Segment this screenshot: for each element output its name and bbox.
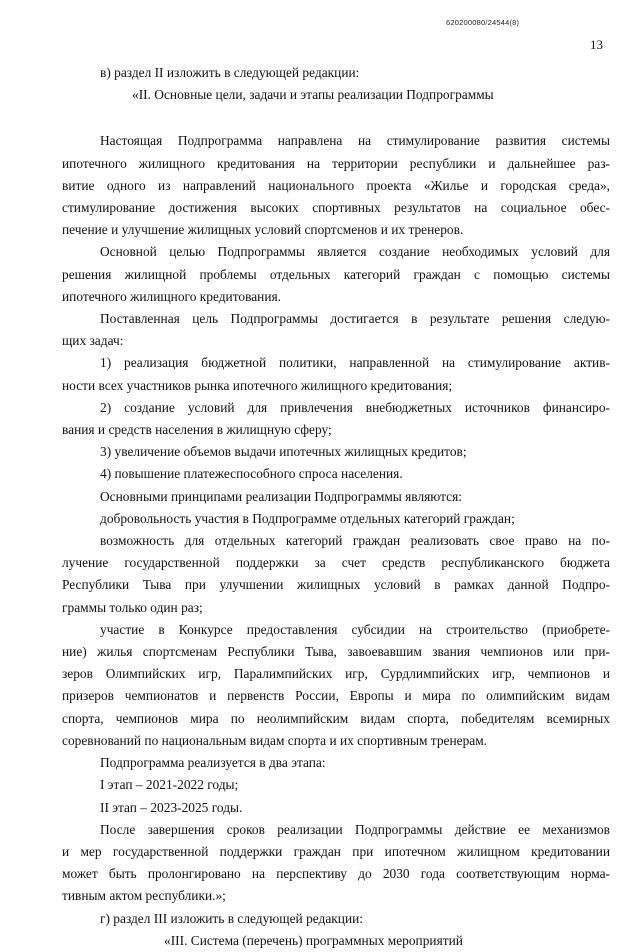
paragraph-line: зеров Олимпийских игр, Паралимпийских игр, Сурдлимпийских игр, чемпионов и bbox=[62, 666, 610, 682]
paragraph-line: и мер государственной поддержки граждан при ипотечном жилищном кредитовании bbox=[62, 843, 610, 859]
paragraph-line: витие одного из направлений национального проекта «Жилье и городская среда», bbox=[62, 177, 610, 193]
list-item: вания и средств населения в жилищную сферу; bbox=[62, 422, 332, 438]
paragraph-line: Поставленная цель Подпрограммы достигается в результате решения следую- bbox=[100, 311, 610, 327]
list-item: 1) реализация бюджетной политики, направленной на стимулирование актив- bbox=[100, 355, 610, 371]
document-body bbox=[62, 62, 610, 952]
list-item: 3) увеличение объемов выдачи ипотечных жилищных кредитов; bbox=[100, 444, 467, 460]
paragraph-line: стимулирование достижения высоких спортивных результатов на социальное обес- bbox=[62, 200, 610, 216]
paragraph-line: Настоящая Подпрограмма направлена на стимулирование развития системы bbox=[100, 133, 610, 149]
paragraph-line: Основной целью Подпрограммы является создание необходимых условий для bbox=[100, 244, 610, 260]
paragraph-line: лучение государственной поддержки за счет средств республиканского бюджета bbox=[62, 555, 610, 571]
paragraph-line: Основными принципами реализации Подпрограммы являются: bbox=[100, 488, 462, 504]
page-number: 13 bbox=[590, 37, 603, 52]
paragraph-line: ипотечного жилищного кредитования на территории республики и дальнейшее раз- bbox=[62, 155, 610, 171]
list-item: 4) повышение платежеспособного спроса населения. bbox=[100, 466, 403, 482]
paragraph-line: ипотечного жилищного кредитования. bbox=[62, 288, 281, 304]
section-heading: «III. Система (перечень) программных мероприятий bbox=[164, 932, 463, 948]
paragraph-line: ние) жилья спортсменам Республики Тыва, завоевавшим звания чемпионов или при- bbox=[62, 644, 610, 660]
paragraph-line: участие в Конкурсе предоставления субсидии на строительство (приобрете- bbox=[100, 621, 610, 637]
paragraph-line: После завершения сроков реализации Подпрограммы действие ее механизмов bbox=[100, 821, 610, 837]
paragraph-line: щих задач: bbox=[62, 333, 124, 349]
paragraph-line: возможность для отдельных категорий граждан реализовать свое право на по- bbox=[100, 533, 610, 549]
paragraph-line: может быть пролонгировано на перспективу до 2030 года соответствующим норма- bbox=[62, 866, 610, 882]
paragraph-line: граммы только один раз; bbox=[62, 599, 203, 615]
amendment-line: г) раздел III изложить в следующей редакции: bbox=[100, 910, 364, 926]
amendment-line: в) раздел II изложить в следующей редакции: bbox=[100, 65, 360, 80]
stage-item: I этап – 2021-2022 годы; bbox=[100, 777, 239, 793]
paragraph-line: Республики Тыва при улучшении жилищных условий в рамках данной Подпро- bbox=[62, 577, 610, 593]
paragraph-line: Подпрограмма реализуется в два этапа: bbox=[100, 755, 326, 771]
list-item: ности всех участников рынка ипотечного жилищного кредитования; bbox=[62, 377, 453, 393]
paragraph-line: тивным актом республики.»; bbox=[62, 888, 226, 904]
document-code: 620200080/24544(8) bbox=[446, 18, 520, 27]
paragraph-line: решения жилищной проблемы отдельных категорий граждан с помощью системы bbox=[62, 266, 610, 282]
paragraph-line: добровольность участия в Подпрограмме отдельных категорий граждан; bbox=[100, 510, 515, 526]
list-item: 2) создание условий для привлечения внебюджетных источников финансиро- bbox=[100, 399, 610, 415]
section-heading: «II. Основные цели, задачи и этапы реализации Подпрограммы bbox=[132, 87, 494, 103]
paragraph-line: соревнований по национальным видам спорта и их спортивным тренерам. bbox=[62, 732, 488, 748]
stage-item: II этап – 2023-2025 годы. bbox=[100, 799, 243, 815]
paragraph-line: печение и улучшение жилищных условий спортсменов и их тренеров. bbox=[62, 222, 464, 238]
paragraph-line: спорта, чемпионов мира по неолимпийским видам спорта, победителям всемирных bbox=[62, 710, 610, 726]
paragraph-line: призеров чемпионатов и первенств России, Европы и мира по олимпийским видам bbox=[62, 688, 610, 704]
